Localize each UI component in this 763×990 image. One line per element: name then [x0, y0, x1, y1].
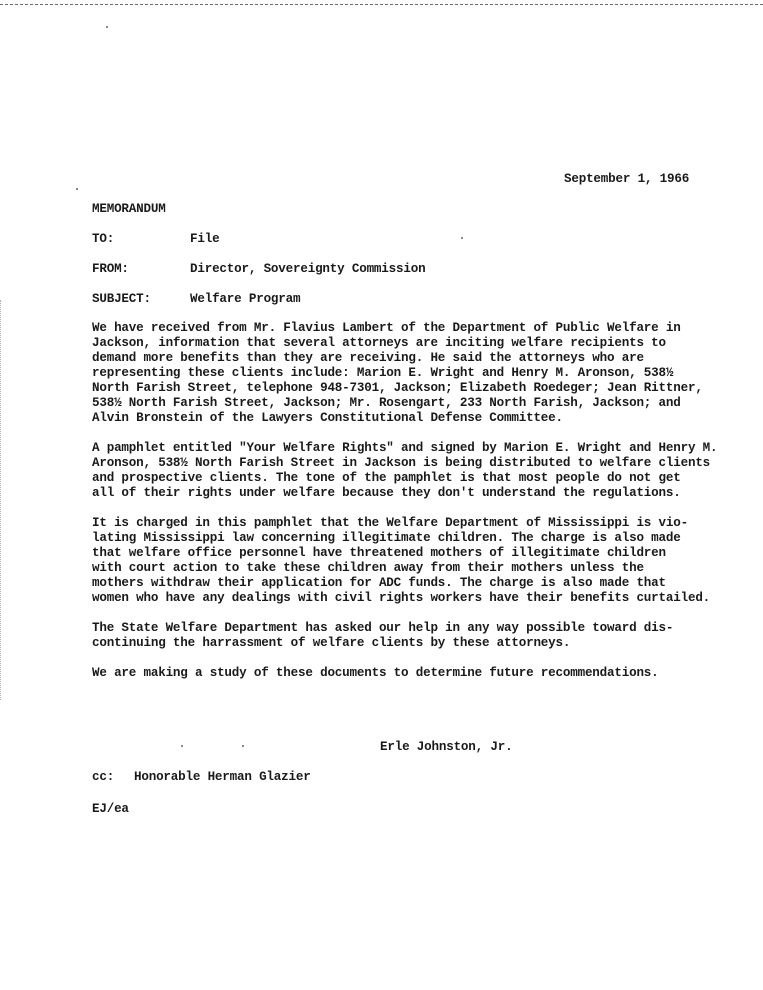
paragraph-line: mothers withdraw their application for ADC funds. The charge is also made that [92, 576, 666, 590]
paragraph-line: Alvin Bronstein of the Lawyers Constitutional Defense Committee. [92, 411, 563, 425]
paragraph-line: The State Welfare Department has asked our help in any way possible toward dis- [92, 621, 674, 635]
typist-initials: EJ/ea [92, 802, 129, 816]
subject-value: Welfare Program [190, 292, 301, 306]
from-value: Director, Sovereignty Commission [190, 262, 426, 276]
paragraph-line: We are making a study of these documents to determine future recommendations. [92, 666, 659, 680]
to-value: File [190, 232, 220, 246]
scan-speck [106, 26, 108, 28]
paragraph-line: 538½ North Farish Street, Jackson; Mr. Rosengart, 233 North Farish, Jackson; and [92, 396, 681, 410]
paragraph-attorneys [92, 321, 742, 426]
paragraph-line: It is charged in this pamphlet that the Welfare Department of Mississippi is vio- [92, 516, 688, 530]
to-label: TO: [92, 232, 115, 246]
scan-edge-top [0, 4, 763, 5]
scan-speck [76, 188, 78, 190]
from-label: FROM: [92, 262, 129, 276]
paragraph-line: women who have any dealings with civil rights workers have their benefits curtailed. [92, 591, 711, 605]
cc-label: cc: [92, 770, 115, 784]
paragraph-pamphlet [92, 441, 742, 501]
paragraph-line: We have received from Mr. Flavius Lambert of the Department of Public Welfare in [92, 321, 681, 335]
paragraph-line: and prospective clients. The tone of the pamphlet is that most people do not get [92, 471, 681, 485]
cc-value: Honorable Herman Glazier [134, 770, 311, 784]
paragraph-study [92, 666, 742, 681]
paragraph-charges [92, 516, 742, 606]
paragraph-line: Aronson, 538½ North Farish Street in Jackson is being distributed to welfare clients [92, 456, 711, 470]
paragraph-request [92, 621, 742, 651]
paragraph-line: North Farish Street, telephone 948-7301, Jackson; Elizabeth Roedeger; Jean Rittner, [92, 381, 703, 395]
scan-speck [181, 745, 183, 747]
signature: Erle Johnston, Jr. [380, 740, 513, 754]
memo-date: September 1, 1966 [564, 172, 690, 186]
paragraph-line: demand more benefits than they are receiving. He said the attorneys who are [92, 351, 644, 365]
paragraph-line: continuing the harrassment of welfare clients by these attorneys. [92, 636, 571, 650]
paragraph-line: with court action to take these children away from their mothers unless the [92, 561, 644, 575]
paragraph-line: A pamphlet entitled "Your Welfare Rights" and signed by Marion E. Wright and Henry M. [92, 441, 718, 455]
scan-speck [461, 237, 463, 239]
paragraph-line: lating Mississippi law concerning illegitimate children. The charge is also made [92, 531, 681, 545]
scan-edge-left [0, 300, 1, 700]
subject-label: SUBJECT: [92, 292, 151, 306]
paragraph-line: that welfare office personnel have threatened mothers of illegitimate children [92, 546, 666, 560]
scan-speck [242, 745, 244, 747]
paragraph-line: Jackson, information that several attorneys are inciting welfare recipients to [92, 336, 666, 350]
memo-title: MEMORANDUM [92, 202, 166, 216]
paragraph-line: all of their rights under welfare because they don't understand the regulations. [92, 486, 681, 500]
paragraph-line: representing these clients include: Marion E. Wright and Henry M. Aronson, 538½ [92, 366, 674, 380]
